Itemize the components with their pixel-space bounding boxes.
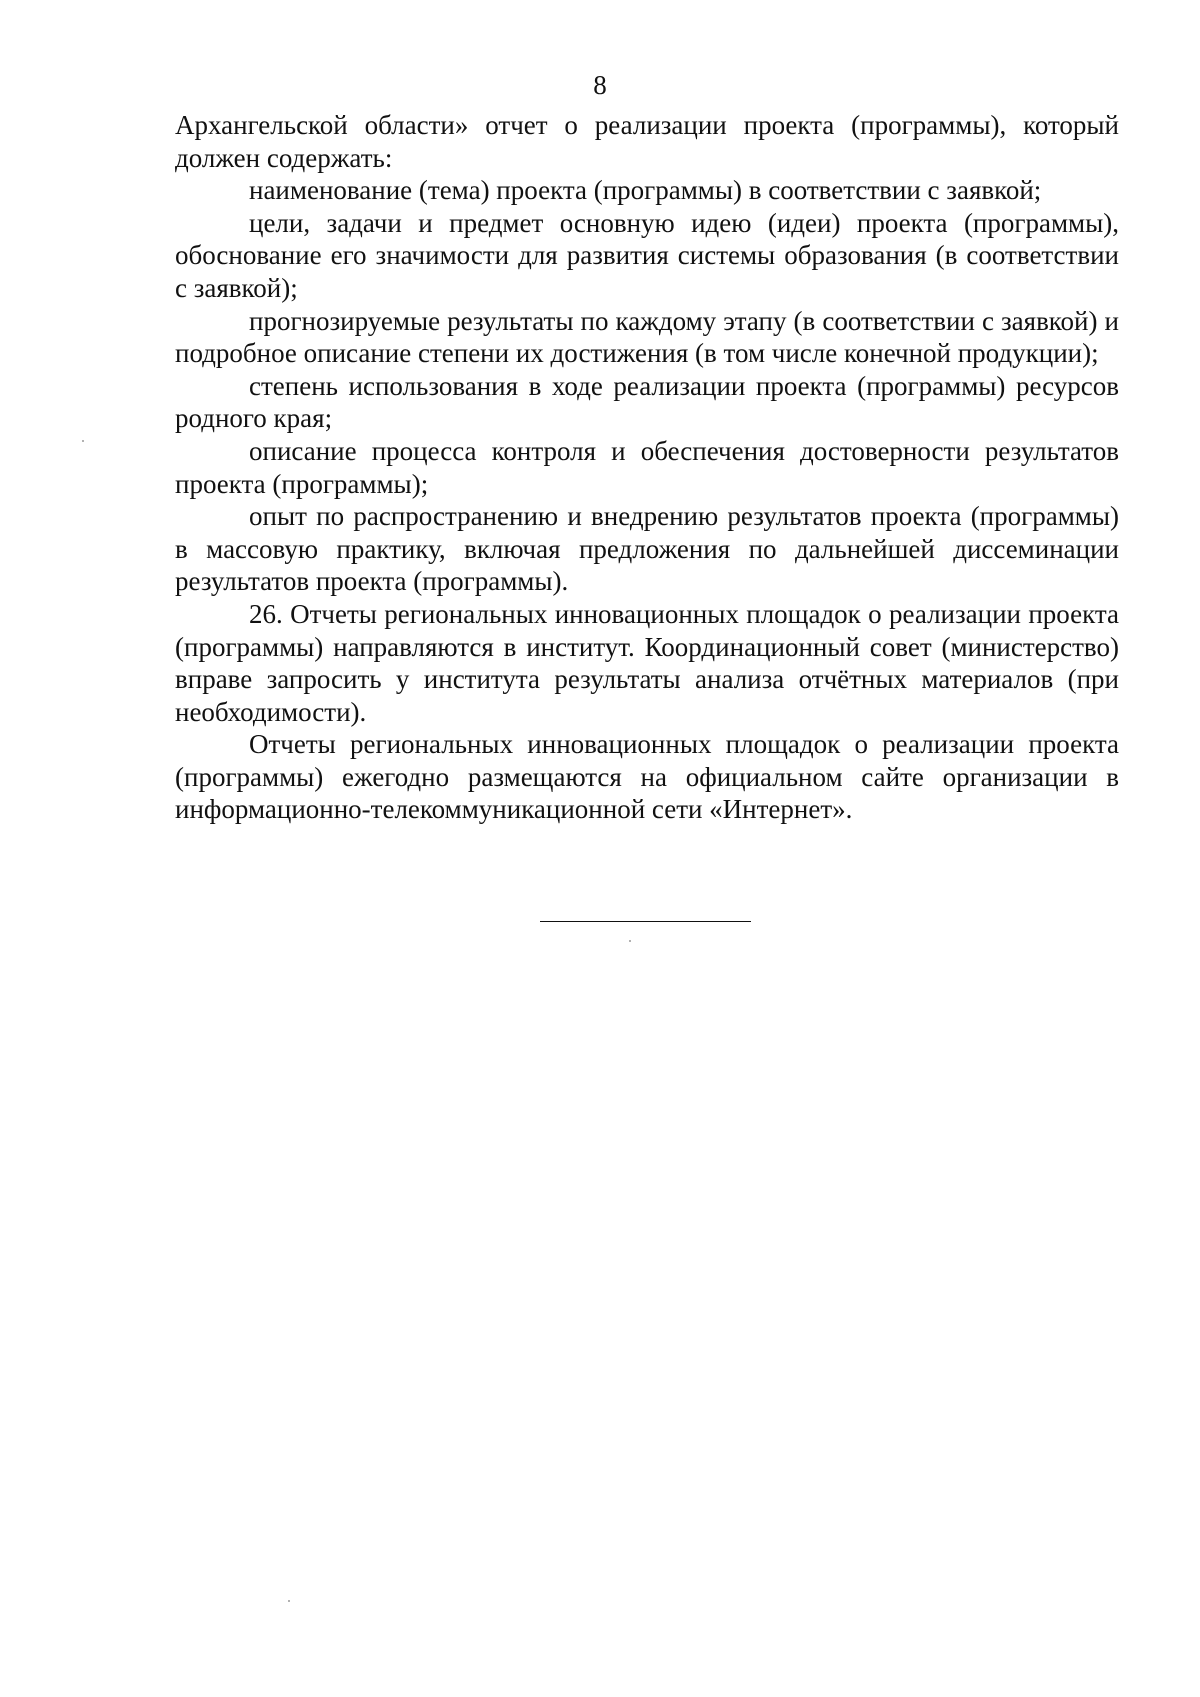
scan-speck bbox=[629, 940, 631, 942]
list-item-resources: степень использования в ходе реализации проекта (программы) ресурсов родного края; bbox=[175, 370, 1119, 434]
paragraph-continuation: Архангельской области» отчет о реализации проекта (программы), который должен содержать: bbox=[175, 110, 1119, 173]
document-body bbox=[175, 109, 1119, 826]
paragraph-publication: Отчеты региональных инновационных площадок о реализации проекта (программы) ежегодно размещаются на официальном сайте организации в информационно-телекоммуникационной сети «Интернет». bbox=[175, 729, 1119, 825]
closing-rule bbox=[540, 921, 751, 922]
list-item-goals: цели, задачи и предмет основную идею (идеи) проекта (программы), обоснование его значимости для развития системы образования (в соответствии с заявкой); bbox=[175, 207, 1119, 303]
scan-speck bbox=[288, 1600, 290, 1602]
list-item-expected-results: прогнозируемые результаты по каждому этапу (в соответствии с заявкой) и подробное описание степени их достижения (в том числе конечной продукции); bbox=[175, 305, 1119, 369]
list-item-control-process: описание процесса контроля и обеспечения достоверности результатов проекта (программы); bbox=[175, 435, 1119, 499]
list-item-project-name: наименование (тема) проекта (программы) в соответствии с заявкой; bbox=[249, 175, 1042, 206]
list-item-dissemination: опыт по распространению и внедрению результатов проекта (программы) в массовую практику, включая предложения по дальнейшей диссеминации результатов проекта (программы). bbox=[175, 501, 1119, 597]
clause-26: 26. Отчеты региональных инновационных площадок о реализации проекта (программы) направляются в институт. Координационный совет (министерство) вправе запросить у института результаты анализа отчётных материалов (при необходимости). bbox=[175, 598, 1119, 727]
page-number: 8 bbox=[593, 70, 607, 100]
scan-speck bbox=[82, 440, 84, 442]
